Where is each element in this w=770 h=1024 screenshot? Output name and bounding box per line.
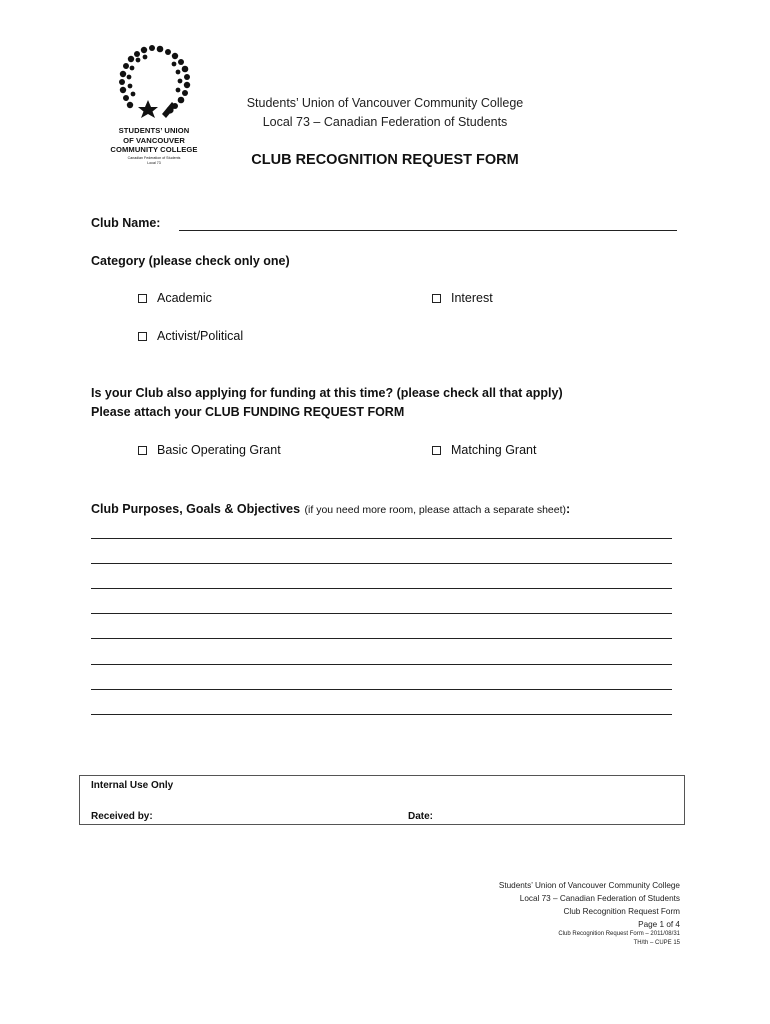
- purposes-heading: [91, 500, 570, 518]
- checkbox-icon[interactable]: [138, 446, 147, 455]
- club-name-label: Club Name:: [91, 216, 161, 230]
- funding-attach-note: Please attach your CLUB FUNDING REQUEST FORM: [91, 405, 405, 419]
- internal-use-box: [79, 775, 685, 825]
- funding-option-matching[interactable]: [432, 443, 536, 457]
- header-org: Students’ Union of Vancouver Community College: [246, 96, 524, 110]
- footer-page-number: Page 1 of 4: [638, 920, 680, 929]
- club-name-field[interactable]: [179, 230, 677, 231]
- purposes-line-4[interactable]: [91, 613, 672, 614]
- purposes-line-7[interactable]: [91, 689, 672, 690]
- header-local: Local 73 – Canadian Federation of Students: [262, 115, 508, 129]
- checkbox-icon[interactable]: [432, 294, 441, 303]
- logo-text-line-4: Canadian Federation of Students: [127, 156, 181, 160]
- category-label: Category (please check only one): [91, 254, 290, 268]
- purposes-line-3[interactable]: [91, 588, 672, 589]
- purposes-colon: :: [566, 502, 571, 516]
- option-label: Basic Operating Grant: [157, 443, 281, 457]
- logo-text-line-2: OF VANCOUVER: [123, 136, 185, 145]
- funding-question: Is your Club also applying for funding at this time? (please check all that apply): [91, 386, 563, 400]
- footer-local: Local 73 – Canadian Federation of Students: [519, 894, 680, 903]
- purposes-line-1[interactable]: [91, 538, 672, 539]
- union-logo: [104, 44, 204, 174]
- purposes-line-6[interactable]: [91, 664, 672, 665]
- form-title: CLUB RECOGNITION REQUEST FORM: [251, 152, 519, 168]
- purposes-line-2[interactable]: [91, 563, 672, 564]
- option-label: Academic: [157, 291, 212, 305]
- option-label: Interest: [451, 291, 493, 305]
- footer-form-name: Club Recognition Request Form: [563, 907, 680, 916]
- category-option-interest[interactable]: [432, 291, 493, 305]
- purposes-note: (if you need more room, please attach a separate sheet): [304, 504, 567, 516]
- purposes-label: Club Purposes, Goals & Objectives: [91, 502, 301, 516]
- option-label: Activist/Political: [157, 329, 244, 343]
- category-option-academic[interactable]: [138, 291, 212, 305]
- footer-org: Students’ Union of Vancouver Community College: [498, 881, 680, 890]
- logo-text-line-1: STUDENTS’ UNION: [118, 126, 190, 135]
- received-by-label: Received by:: [91, 811, 153, 822]
- footer-revision: Club Recognition Request Form – 2011/08/31: [558, 931, 680, 937]
- footer-initials: TH/th – CUPE 15: [633, 940, 680, 946]
- date-label: Date:: [408, 811, 434, 822]
- purposes-line-5[interactable]: [91, 638, 672, 639]
- checkbox-icon[interactable]: [432, 446, 441, 455]
- logo-text-line-3: COMMUNITY COLLEGE: [110, 145, 198, 154]
- checkbox-icon[interactable]: [138, 332, 147, 341]
- funding-option-basic[interactable]: [138, 443, 281, 457]
- category-option-activist[interactable]: [138, 329, 243, 343]
- option-label: Matching Grant: [451, 443, 537, 457]
- purposes-line-8[interactable]: [91, 714, 672, 715]
- internal-use-title: Internal Use Only: [91, 780, 174, 791]
- logo-emblem-icon: [114, 44, 196, 122]
- checkbox-icon[interactable]: [138, 294, 147, 303]
- logo-text-line-5: Local 73: [147, 161, 161, 165]
